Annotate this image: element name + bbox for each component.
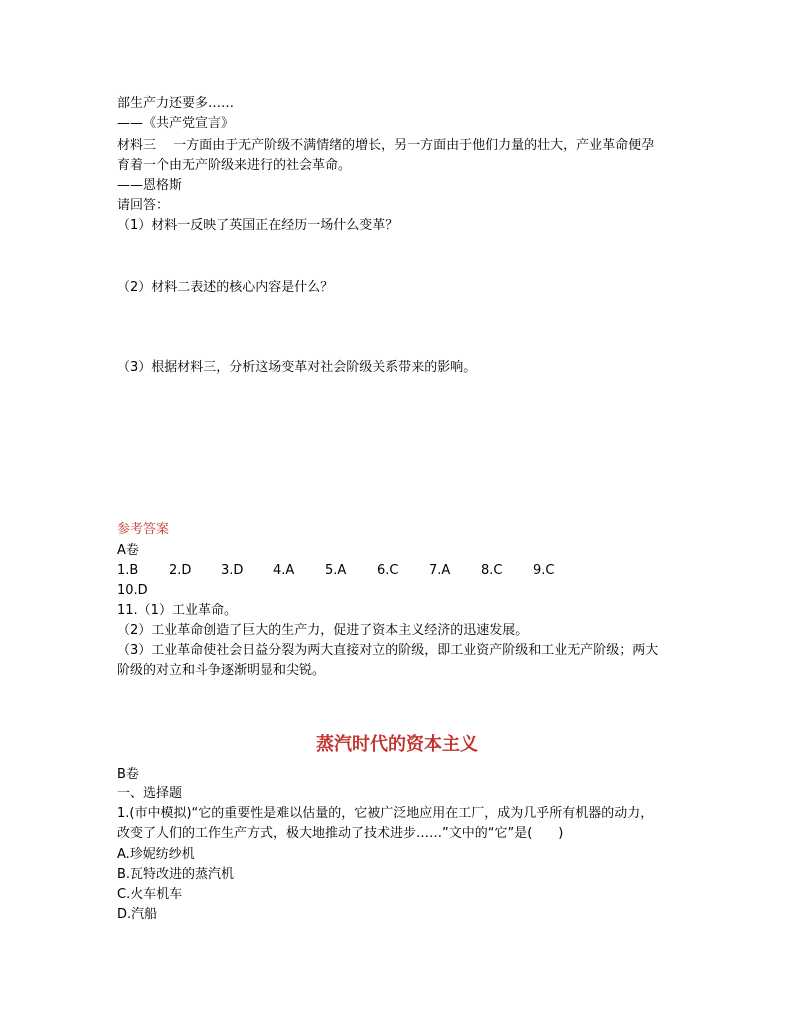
material-two-tail: 部生产力还要多……	[117, 96, 235, 111]
part-heading: 一、选择题	[117, 786, 183, 801]
volume-a-label: A卷	[117, 543, 139, 558]
question-2: （2）材料二表述的核心内容是什么？	[117, 280, 334, 295]
answer-11-3-line1: （3）工业革命使社会日益分裂为两大直接对立的阶级，即工业资产阶级和工业无产阶级；两大	[117, 643, 659, 658]
material-two-source: ——《共产党宣言》	[117, 116, 235, 131]
choice-answer: 7.A	[429, 563, 451, 578]
choice-answer-10: 10.D	[117, 583, 148, 598]
choice-answer: 2.D	[169, 563, 192, 578]
answer-11-3-line2: 阶级的对立和斗争逐渐明显和尖锐。	[117, 663, 326, 678]
material-three-line1: 材料三 一方面由于无产阶级不满情绪的增长，另一方面由于他们力量的壮大，产业革命便孕	[117, 138, 655, 153]
option-d: D.汽船	[117, 907, 158, 922]
option-a: A.珍妮纺纱机	[117, 847, 195, 862]
question-b1-line2: 改变了人们的工作生产方式，极大地推动了技术进步……”文中的“它”是( )	[117, 826, 564, 841]
choice-answer: 4.A	[273, 563, 295, 578]
choice-answer: 6.C	[377, 563, 399, 578]
option-c: C.火车机车	[117, 887, 183, 902]
answer-heading: 参考答案	[117, 522, 170, 537]
question-3: （3）根据材料三，分析这场变革对社会阶级关系带来的影响。	[117, 360, 477, 375]
material-three-source: ——恩格斯	[117, 178, 183, 193]
choice-answer: 1.B	[117, 563, 139, 578]
question-prompt: 请回答：	[117, 198, 170, 213]
choice-answer: 3.D	[221, 563, 244, 578]
volume-b-label: B卷	[117, 767, 139, 782]
question-1: （1）材料一反映了英国正在经历一场什么变革？	[117, 218, 399, 233]
answer-11-2: （2）工业革命创造了巨大的生产力，促进了资本主义经济的迅速发展。	[117, 623, 529, 638]
option-b: B.瓦特改进的蒸汽机	[117, 867, 235, 882]
material-three-line2: 育着一个由无产阶级来进行的社会革命。	[117, 158, 352, 173]
choice-answer: 9.C	[533, 563, 555, 578]
question-b1-line1: 1.(市中模拟)“它的重要性是难以估量的，它被广泛地应用在工厂，成为几乎所有机器的动力，	[117, 806, 654, 821]
choice-answer: 5.A	[325, 563, 347, 578]
answer-11-1: 11.（1）工业革命。	[117, 603, 237, 618]
choice-answer: 8.C	[481, 563, 503, 578]
choice-answers-row	[117, 561, 585, 581]
page-title: 蒸汽时代的资本主义	[316, 734, 478, 755]
